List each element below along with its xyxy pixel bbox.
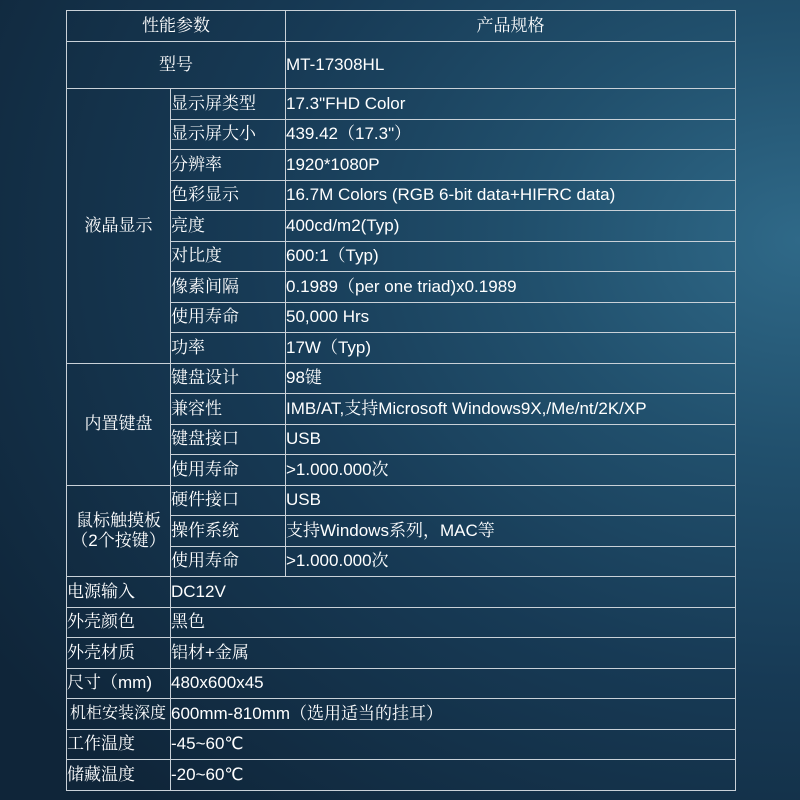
- spec-value: -20~60℃: [171, 760, 736, 791]
- spec-value: 黑色: [171, 607, 736, 638]
- spec-label: 键盘接口: [171, 424, 286, 455]
- header-param-label: 性能参数: [67, 11, 286, 42]
- spec-label: 使用寿命: [171, 546, 286, 577]
- spec-value: 600mm-810mm（选用适当的挂耳）: [171, 699, 736, 730]
- spec-row: [67, 668, 736, 699]
- group-label-line1: 鼠标触摸板: [76, 510, 161, 530]
- header-spec-label: 产品规格: [286, 11, 736, 42]
- spec-row: [67, 577, 736, 608]
- spec-value: IMB/AT,支持Microsoft Windows9X,/Me/nt/2K/XP: [286, 394, 736, 425]
- group-label-line2: （2个按键）: [71, 530, 166, 550]
- spec-label: 色彩显示: [171, 180, 286, 211]
- spec-label: 对比度: [171, 241, 286, 272]
- spec-value: 439.42（17.3"）: [286, 119, 736, 150]
- spec-label: 使用寿命: [171, 455, 286, 486]
- spec-value: DC12V: [171, 577, 736, 608]
- spec-value: 400cd/m2(Typ): [286, 211, 736, 242]
- spec-label: 显示屏大小: [171, 119, 286, 150]
- spec-value: 480x600x45: [171, 668, 736, 699]
- spec-label: 使用寿命: [171, 302, 286, 333]
- spec-value: 0.1989（per one triad)x0.1989: [286, 272, 736, 303]
- spec-row: [67, 607, 736, 638]
- spec-row: [67, 638, 736, 669]
- spec-value: 98键: [286, 363, 736, 394]
- model-row: [67, 42, 736, 89]
- spec-label: 操作系统: [171, 516, 286, 547]
- spec-label: 尺寸（mm): [67, 668, 171, 699]
- spec-value: -45~60℃: [171, 729, 736, 760]
- spec-label: 工作温度: [67, 729, 171, 760]
- spec-value: 铝材+金属: [171, 638, 736, 669]
- spec-value: >1.000.000次: [286, 546, 736, 577]
- spec-value: 16.7M Colors (RGB 6-bit data+HIFRC data): [286, 180, 736, 211]
- spec-label: 电源输入: [67, 577, 171, 608]
- header-row: [67, 11, 736, 42]
- spec-label: 功率: [171, 333, 286, 364]
- spec-row: [67, 363, 736, 394]
- spec-label: 像素间隔: [171, 272, 286, 303]
- spec-label: 显示屏类型: [171, 89, 286, 120]
- spec-label: 分辨率: [171, 150, 286, 181]
- spec-table: [66, 10, 736, 791]
- model-value: MT-17308HL: [286, 42, 736, 89]
- group-label-touchpad: [67, 485, 171, 577]
- spec-label: 外壳材质: [67, 638, 171, 669]
- spec-value: 1920*1080P: [286, 150, 736, 181]
- spec-label: 兼容性: [171, 394, 286, 425]
- spec-label: 硬件接口: [171, 485, 286, 516]
- model-label: 型号: [67, 42, 286, 89]
- spec-value: 600:1（Typ): [286, 241, 736, 272]
- spec-row: [67, 760, 736, 791]
- spec-value: 50,000 Hrs: [286, 302, 736, 333]
- spec-value: 17W（Typ): [286, 333, 736, 364]
- spec-label: 储藏温度: [67, 760, 171, 791]
- group-label-keyboard: 内置键盘: [67, 363, 171, 485]
- spec-row: [67, 89, 736, 120]
- group-label-lcd: 液晶显示: [67, 89, 171, 364]
- spec-row: [67, 485, 736, 516]
- spec-value: >1.000.000次: [286, 455, 736, 486]
- spec-row: [67, 699, 736, 730]
- spec-value: 17.3"FHD Color: [286, 89, 736, 120]
- spec-value: 支持Windows系列，MAC等: [286, 516, 736, 547]
- spec-label: 外壳颜色: [67, 607, 171, 638]
- spec-label: 键盘设计: [171, 363, 286, 394]
- spec-value: USB: [286, 424, 736, 455]
- spec-row: [67, 729, 736, 760]
- spec-value: USB: [286, 485, 736, 516]
- spec-label: 亮度: [171, 211, 286, 242]
- spec-label: 机柜安装深度: [67, 699, 171, 730]
